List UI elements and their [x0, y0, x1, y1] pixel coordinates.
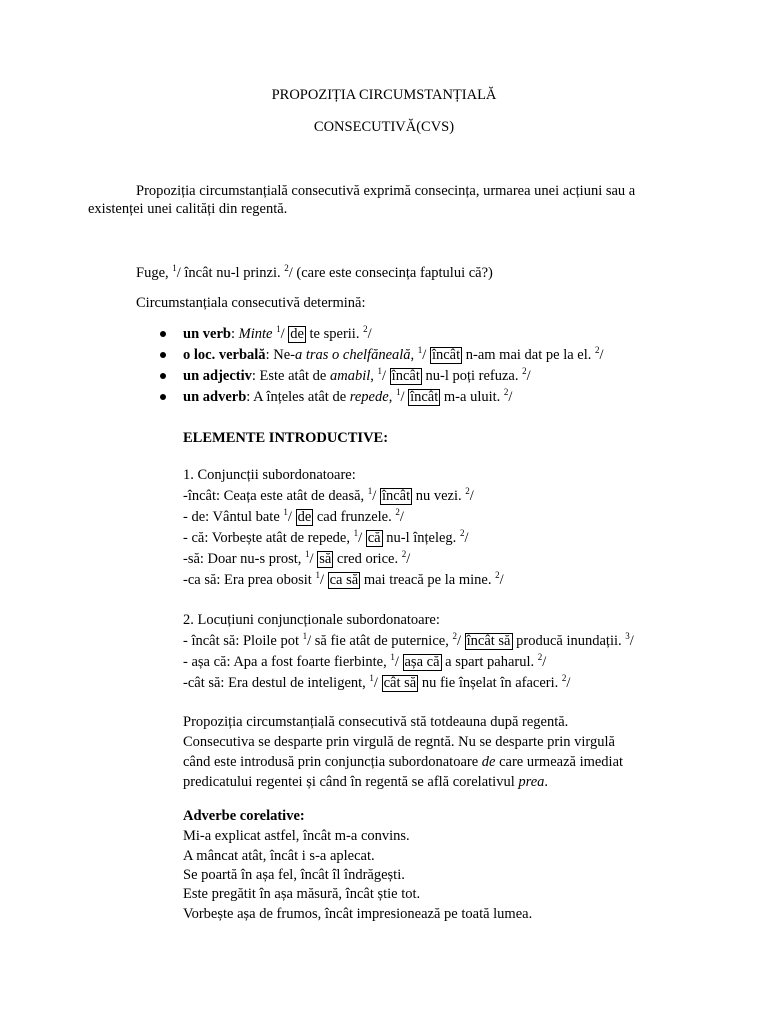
section-heading-elements: ELEMENTE INTRODUCTIVE:	[183, 430, 389, 446]
adverb-example: Vorbește așa de frumos, încât impresionează pe toată lumea.	[183, 906, 533, 922]
connector-box: de	[290, 326, 304, 342]
loc-example: - încât să: Ploile pot $^1$/ să fie atât de puternice, $^2$/ încât să producă inundații. $^3$/	[183, 631, 634, 649]
conj-example: -să: Doar nu-s prost, $^1$/ să cred orice. $^2$/	[183, 549, 411, 567]
conj-example: -încât: Ceața este atât de deasă, $^1$/ încât nu vezi. $^2$/	[183, 486, 474, 504]
intro-line-2: existenței unei calități din regentă.	[88, 201, 288, 217]
position-line-1: Propoziția circumstanțială consecutivă stă totdeauna după regentă.	[183, 714, 569, 730]
bullet-item: un verb: Minte $^1$/ de te sperii. $^2$/	[183, 324, 372, 342]
adverb-example: Se poartă în așa fel, încât îl îndrăgești.	[183, 867, 405, 883]
position-line-4: predicatului regentei și când în regentă se află corelativul prea.	[183, 774, 549, 790]
bullet-item: un adjectiv: Este atât de amabil, $^1$/ încât nu-l poți refuza. $^2$/	[183, 366, 531, 384]
connector-box: încât	[391, 368, 420, 384]
bullet-item: o loc. verbală: Ne-a tras o chelfăneală, $^1$/ încât n-am mai dat pe la el. $^2$/	[183, 345, 604, 363]
bullet-item: un adverb: A înțeles atât de repede, $^1$/ încât m-a uluit. $^2$/	[183, 387, 513, 405]
example-line: Fuge, $^1$/ încât nu-l prinzi. $^2$/ (care este consecința faptului că?)	[136, 263, 493, 281]
connector-box: că	[367, 530, 381, 546]
connector-box: de	[297, 509, 312, 525]
connector-box: să	[319, 551, 332, 567]
connector-box: cât să	[383, 675, 417, 691]
bullet-dot	[160, 394, 166, 400]
bullet-dot	[160, 352, 166, 358]
determines-line: Circumstanțiala consecutivă determină:	[136, 295, 366, 311]
adverb-example: A mâncat atât, încât i s-a aplecat.	[183, 848, 375, 864]
adverb-example: Mi-a explicat astfel, încât m-a convins.	[183, 828, 410, 844]
connector-box: încât	[381, 488, 411, 504]
page-subtitle: CONSECUTIVĂ(CVS)	[313, 119, 455, 135]
conj-example: - de: Vântul bate $^1$/ de cad frunzele. $^2$/	[183, 507, 404, 525]
connector-box: încât să	[466, 633, 511, 649]
loc-heading: 2. Locuțiuni conjuncționale subordonatoare:	[183, 612, 440, 628]
loc-example: - așa că: Apa a fost foarte fierbinte, $^1$/ așa că a spart paharul. $^2$/	[183, 652, 547, 670]
position-line-3: când este introdusă prin conjuncția subordonatoare de care urmează imediat	[183, 754, 624, 770]
intro-line-1: Propoziția circumstanțială consecutivă exprimă consecința, urmarea unei acțiuni sau a	[136, 183, 636, 199]
adverb-example: Este pregătit în așa măsură, încât știe tot.	[183, 886, 421, 902]
connector-box: așa că	[404, 654, 440, 670]
connector-box: încât	[410, 389, 439, 405]
connector-box: ca să	[329, 572, 359, 588]
bullet-dot	[160, 331, 166, 337]
connector-box: încât	[431, 347, 461, 363]
conj-example: - că: Vorbește atât de repede, $^1$/ că nu-l înțeleg. $^2$/	[183, 528, 469, 546]
position-line-2: Consecutiva se desparte prin virgulă de regntă. Nu se desparte prin virgulă	[183, 734, 615, 750]
loc-example: -cât să: Era destul de inteligent, $^1$/ cât să nu fie înșelat în afaceri. $^2$/	[183, 673, 571, 691]
conj-heading: 1. Conjuncții subordonatoare:	[183, 467, 356, 483]
adverbs-heading: Adverbe corelative:	[183, 808, 305, 824]
conj-example: -ca să: Era prea obosit $^1$/ ca să mai treacă pe la mine. $^2$/	[183, 570, 504, 588]
bullet-dot	[160, 373, 166, 379]
page-title: PROPOZIȚIA CIRCUMSTANȚIALĂ	[271, 87, 497, 103]
